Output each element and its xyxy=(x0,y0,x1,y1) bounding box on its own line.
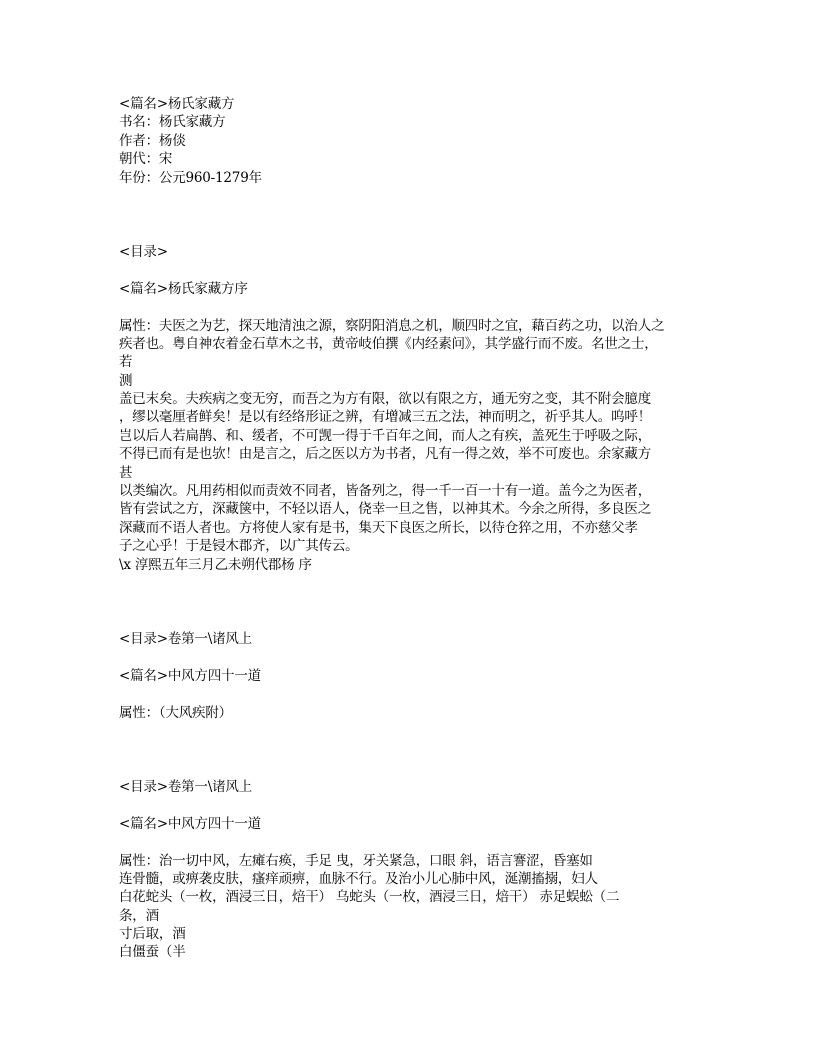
document-page xyxy=(119,95,709,962)
chapter-title: <篇名>中风方四十一道 xyxy=(119,815,261,832)
spacer xyxy=(119,298,709,316)
ingredient-line: 条，酒 xyxy=(119,907,159,924)
preface-line: 皆有尝试之方，深藏箧中，不轻以语人，侥幸一旦之售，以神其术。今余之所得，多良医之 xyxy=(119,501,651,518)
preface-signature: \x 淳熙五年三月乙未朔代郡杨 序 xyxy=(119,556,312,573)
spacer xyxy=(119,685,709,703)
spacer xyxy=(119,796,709,814)
preface-line: 深藏而不语人者也。方将使人家有是书，集天下良医之所长，以待仓猝之用，不亦慈父孝 xyxy=(119,519,638,536)
ingredient-line: 白僵蚕（半 xyxy=(119,944,186,961)
toc-marker: <目录> xyxy=(119,243,168,260)
dynasty-line: 朝代：宋 xyxy=(119,151,173,168)
ingredient-line: 白花蛇头（一枚，酒浸三日，焙干） 乌蛇头（一枚，酒浸三日，焙干） 赤足蜈蚣（二 xyxy=(119,889,620,906)
section-stroke-2 xyxy=(119,778,709,962)
book-info-block xyxy=(119,95,709,187)
attribute-line: 属性：治一切中风，左瘫右痪，手足 曳，牙关紧急，口眼 斜，语言謇涩，昏塞如 xyxy=(119,852,593,869)
preface-line: 岂以后人若扁鹊、和、缓者，不可觊一得于千百年之间，而人之有疾，盖死生于呼吸之际， xyxy=(119,427,651,444)
year-line: 年份：公元960-1279年 xyxy=(119,169,262,186)
preface-line: 盖已末矣。夫疾病之变无穷，而吾之为方有限，欲以有限之方，通无穷之变，其不附会臆度 xyxy=(119,391,651,408)
author-line: 作者：杨倓 xyxy=(119,132,186,149)
spacer xyxy=(119,722,709,778)
preface-line: 测 xyxy=(119,372,133,389)
spacer xyxy=(119,187,709,243)
preface-line: 甚 xyxy=(119,464,133,481)
preface-line: 子之心乎！于是锓木郡齐，以广其传云。 xyxy=(119,538,359,555)
spacer xyxy=(119,648,709,666)
attribute-line: 属性：（大风疾附） xyxy=(119,704,232,721)
chapter-title: <篇名>中风方四十一道 xyxy=(119,667,261,684)
book-title-line: 书名：杨氏家藏方 xyxy=(119,114,226,131)
ingredient-line: 寸后取，酒 xyxy=(119,926,186,943)
preface-line: 属性：夫医之为艺，探天地清浊之源，察阴阳消息之机，顺四时之宜，藉百药之功，以治人之 xyxy=(119,317,665,334)
preface-line: ，缪以毫厘者鲜矣！是以有经络形证之辨，有增减三五之法，神而明之，祈乎其人。呜呼！ xyxy=(119,409,651,426)
toc-marker: <目录>卷第一\诸风上 xyxy=(119,778,252,795)
section-stroke-1 xyxy=(119,630,709,722)
spacer xyxy=(119,574,709,630)
preface-body xyxy=(119,317,709,574)
spacer xyxy=(119,261,709,279)
spacer xyxy=(119,833,709,851)
chapter-name-line: <篇名>杨氏家藏方 xyxy=(119,96,235,112)
preface-title: <篇名>杨氏家藏方序 xyxy=(119,280,248,297)
preface-line: 若 xyxy=(119,354,133,371)
preface-line: 疾者也。粤自神农着金石草木之书，黄帝岐伯撰《内经素问》，其学盛行而不废。名世之士， xyxy=(119,335,658,352)
attribute-line: 连骨髓，或痹袭皮肤，瘙痒顽痹，血脉不行。及治小儿心肺中风，涎潮搐搦，妇人 xyxy=(119,870,598,887)
toc-marker: <目录>卷第一\诸风上 xyxy=(119,630,252,647)
preface-line: 以类编次。凡用药相似而责效不同者，皆备列之，得一千一百一十有一道。盖今之为医者， xyxy=(119,483,651,500)
preface-line: 不得已而有是也欤！由是言之，后之医以方为书者，凡有一得之效，举不可废也。余家藏方 xyxy=(119,446,651,463)
